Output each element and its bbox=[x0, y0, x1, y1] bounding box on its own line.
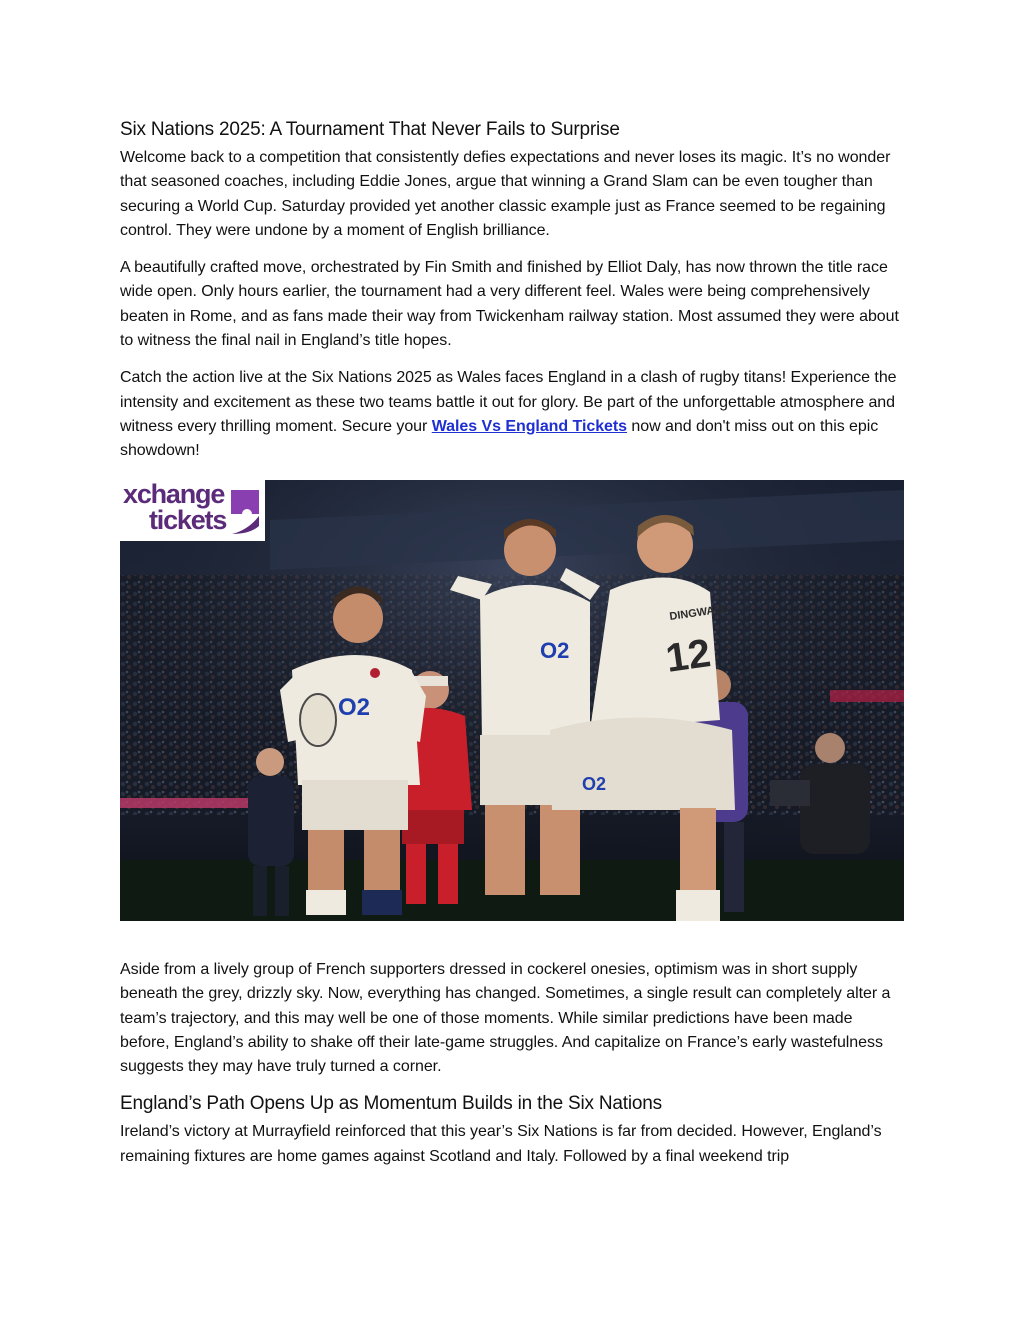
section-heading: England’s Path Opens Up as Momentum Builds in the Six Nations bbox=[120, 1093, 662, 1115]
murrayfield-paragraph: Ireland’s victory at Murrayfield reinforced that this year’s Six Nations is far from decided. However, England’s remaining fixtures are home games against Scotland and Italy. Followed by a final weekend trip bbox=[120, 1123, 882, 1165]
sponsor-text-left: O2 bbox=[338, 694, 371, 721]
sponsor-text-center: O2 bbox=[540, 638, 570, 663]
jersey-number: 12 bbox=[663, 631, 714, 681]
sponsor-text-shorts: O2 bbox=[582, 774, 607, 794]
intro-paragraph: Welcome back to a competition that consistently defies expectations and never loses its magic. It’s no wonder that seasoned coaches, including Eddie Jones, argue that winning a Grand Slam can be even tougher than securing a World Cup. Saturday provided yet another classic example just as France seemed to be regaining control. They were undone by a moment of English brilliance. bbox=[120, 149, 891, 239]
cta-text-after: now and don't miss out on this epic showdown! bbox=[120, 417, 879, 460]
logo-word-tickets: tickets bbox=[149, 505, 227, 535]
article-title: Six Nations 2025: A Tournament That Never Fails to Surprise bbox=[120, 119, 620, 140]
cta-paragraph bbox=[120, 366, 906, 463]
rugby-celebration-photo bbox=[120, 480, 904, 921]
article-top bbox=[120, 118, 906, 464]
wales-vs-england-tickets-link[interactable]: Wales Vs England Tickets bbox=[431, 417, 628, 435]
xchange-tickets-logo bbox=[120, 480, 265, 541]
photo-scene bbox=[120, 480, 904, 921]
jersey-name: DINGWALL bbox=[668, 602, 729, 623]
article-bottom bbox=[120, 958, 906, 1169]
ticket-mark-icon bbox=[228, 486, 262, 536]
move-paragraph: A beautifully crafted move, orchestrated by Fin Smith and finished by Elliot Daly, has now thrown the title race wide open. Only hours earlier, the tournament had a very different feel. Wales were being comprehensively beaten in Rome, and as fans made their way from Twickenham railway station. Most assumed they were about to witness the final nail in England’s title hopes. bbox=[120, 259, 899, 350]
logo-word-xchange: xchange bbox=[123, 480, 225, 509]
cta-text-before: Catch the action live at the Six Nations 2025 as Wales faces England in a clash of rugby titans! Experience the intensity and excitement as these two teams battle it out for glory. Be part of the unforgettable atmosphere and witness every thrilling moment. Secure your bbox=[120, 369, 897, 435]
optimism-paragraph: Aside from a lively group of French supporters dressed in cockerel onesies, optimism was in short supply beneath the grey, drizzly sky. Now, everything has changed. Sometimes, a single result can completely alter a team’s trajectory, and this may well be one of those moments. While similar predictions have been made before, England’s ability to shake off their late-game struggles. And capitalize on France’s early wastefulness suggests they may have truly turned a corner. bbox=[120, 961, 891, 1076]
